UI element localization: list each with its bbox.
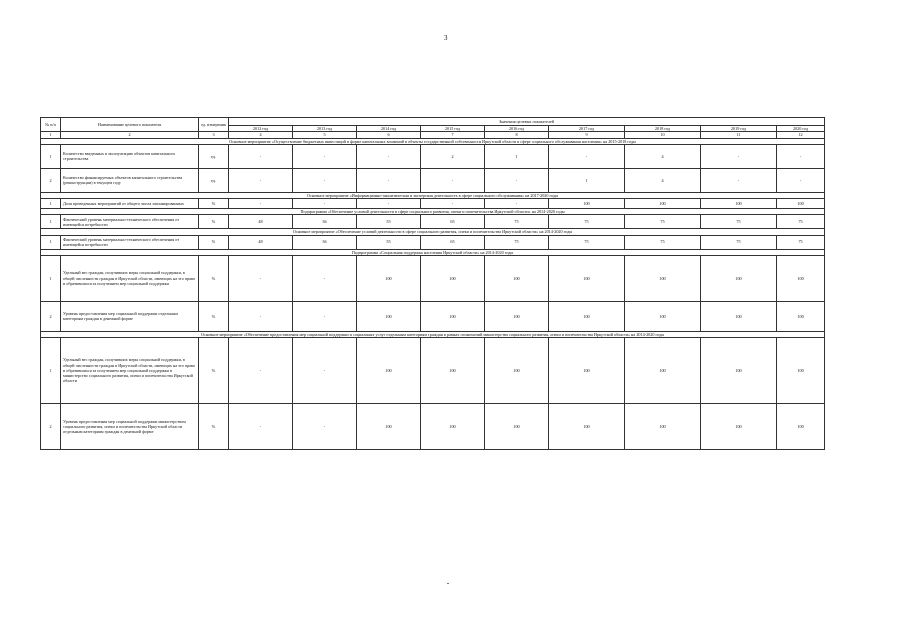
row-number: 1 — [41, 235, 61, 249]
value-cell: 48 — [229, 215, 293, 229]
table-row — [41, 301, 825, 331]
unit-cell: % — [199, 215, 229, 229]
indicator-name: Уровень предоставления мер социальной поддержки министерством социального развития, опеки и попечительства Иркутской области отдельным категориям граждан в денежной форме — [61, 404, 199, 450]
value-cell: - — [293, 404, 357, 450]
value-cell: 55 — [357, 215, 421, 229]
value-cell: 100 — [625, 338, 701, 404]
value-cell: 1 — [549, 168, 625, 192]
unit-cell: ед. — [199, 168, 229, 192]
row-number: 1 — [41, 199, 61, 209]
value-cell: - — [229, 199, 293, 209]
value-cell: 75 — [777, 215, 825, 229]
unit-cell: % — [199, 404, 229, 450]
value-cell: 100 — [421, 338, 485, 404]
row-number: 1 — [41, 144, 61, 168]
value-cell: - — [549, 144, 625, 168]
header-num: № п/п — [41, 118, 61, 132]
year-header: 2012 год — [229, 126, 293, 132]
value-cell: 100 — [625, 301, 701, 331]
value-cell: - — [293, 168, 357, 192]
value-cell: 100 — [777, 301, 825, 331]
value-cell: 100 — [701, 255, 777, 301]
value-cell: 100 — [485, 404, 549, 450]
row-number: 2 — [41, 301, 61, 331]
value-cell: 100 — [701, 404, 777, 450]
value-cell: 65 — [421, 215, 485, 229]
value-cell: - — [421, 199, 485, 209]
value-cell: - — [229, 338, 293, 404]
row-number: 1 — [41, 215, 61, 229]
indicator-name: Удельный вес граждан, получивших меры социальной поддержки, в общей численности граждан в Иркутской области, имеющих на это право и обратившихся за получением мер социальной поддержки в министерство социального развития, опеки и попечительства Иркутской области — [61, 338, 199, 404]
value-cell: 100 — [357, 255, 421, 301]
value-cell: - — [485, 199, 549, 209]
value-cell: - — [229, 168, 293, 192]
column-number: 3 — [199, 132, 229, 138]
section-title: Основное мероприятие «Осуществление бюджетных инвестиций в форме капитальных вложений в объекты государственной собственности Иркутской области в сфере социального обслуживания населения» на 2015-2018 годы — [41, 138, 825, 144]
value-cell: - — [229, 404, 293, 450]
value-cell: - — [421, 168, 485, 192]
value-cell: 100 — [421, 255, 485, 301]
value-cell: 100 — [777, 338, 825, 404]
value-cell: 4 — [625, 144, 701, 168]
section-title: Подпрограмма «Социальная поддержка населения Иркутской области» на 2014-2020 годы — [41, 249, 825, 255]
indicator-name: Доля проведенных мероприятий от общего числа запланированных — [61, 199, 199, 209]
table-row — [41, 235, 825, 249]
row-number: 2 — [41, 168, 61, 192]
header-unit: ед. измерения — [199, 118, 229, 132]
row-number: 1 — [41, 255, 61, 301]
indicator-name: Уровень предоставления мер социальной поддержки отдельным категориям граждан в денежной форме — [61, 301, 199, 331]
value-cell: - — [229, 255, 293, 301]
table-row — [41, 199, 825, 209]
indicator-name: Фактический уровень материально-технического обеспечения от имеющейся потребности — [61, 215, 199, 229]
table-row — [41, 404, 825, 450]
value-cell: 100 — [625, 199, 701, 209]
table-row — [41, 215, 825, 229]
column-number: 11 — [701, 132, 777, 138]
indicator-name: Фактический уровень материально-технического обеспечения от имеющейся потребности — [61, 235, 199, 249]
value-cell: 100 — [625, 404, 701, 450]
value-cell: 100 — [421, 404, 485, 450]
value-cell: - — [293, 255, 357, 301]
value-cell: 55 — [357, 235, 421, 249]
page-number: 3 — [444, 34, 448, 42]
section-title: Основное мероприятие «Обеспечение предоставления мер социальной поддержки и социальных услуг отдельным категориям граждан в рамках полномочий министерства социального развития, опеки и попечительства Иркутской области» на 2014-2020 годы — [41, 331, 825, 337]
section-title: Основное мероприятие «Обеспечение условий деятельности в сфере социального развития, опеки и попечительства Иркутской области» на 2014-2020 годы — [41, 229, 825, 235]
year-header: 2016 год — [485, 126, 549, 132]
value-cell: 100 — [549, 199, 625, 209]
value-cell: - — [293, 144, 357, 168]
page-mark — [447, 583, 449, 584]
target-indicators-table — [40, 117, 825, 450]
unit-cell: ед. — [199, 144, 229, 168]
value-cell: 100 — [549, 255, 625, 301]
value-cell: - — [357, 199, 421, 209]
unit-cell: % — [199, 255, 229, 301]
year-header: 2015 год — [421, 126, 485, 132]
value-cell: 48 — [229, 235, 293, 249]
value-cell: - — [777, 168, 825, 192]
value-cell: - — [293, 338, 357, 404]
value-cell: 100 — [701, 199, 777, 209]
value-cell: 100 — [701, 301, 777, 331]
value-cell: 75 — [485, 215, 549, 229]
indicator-name: Количество введенных в эксплуатацию объектов капитального строительства — [61, 144, 199, 168]
section-title: Основное мероприятие «Информационно-аналитическая и экспертная деятельность в сфере социального обслуживания» на 2017-2020 годы — [41, 192, 825, 198]
value-cell: 100 — [777, 404, 825, 450]
value-cell: - — [229, 144, 293, 168]
year-header: 2020 год — [777, 126, 825, 132]
year-header: 2019 год — [701, 126, 777, 132]
value-cell: 36 — [293, 235, 357, 249]
year-header: 2013 год — [293, 126, 357, 132]
column-number: 12 — [777, 132, 825, 138]
value-cell: 75 — [701, 215, 777, 229]
value-cell: - — [777, 144, 825, 168]
column-number: 4 — [229, 132, 293, 138]
value-cell: 100 — [485, 255, 549, 301]
value-cell: 75 — [777, 235, 825, 249]
value-cell: 65 — [421, 235, 485, 249]
value-cell: 100 — [485, 301, 549, 331]
value-cell: 75 — [625, 235, 701, 249]
value-cell: - — [229, 301, 293, 331]
value-cell: 100 — [357, 301, 421, 331]
year-header: 2018 год — [625, 126, 701, 132]
value-cell: - — [701, 168, 777, 192]
column-number: 10 — [625, 132, 701, 138]
column-number: 8 — [485, 132, 549, 138]
value-cell: 4 — [625, 168, 701, 192]
value-cell: 36 — [293, 215, 357, 229]
value-cell: - — [485, 168, 549, 192]
value-cell: - — [293, 199, 357, 209]
header-name: Наименование целевого показателя — [61, 118, 199, 132]
column-number: 2 — [61, 132, 199, 138]
column-number: 5 — [293, 132, 357, 138]
value-cell: - — [293, 301, 357, 331]
value-cell: 75 — [549, 235, 625, 249]
unit-cell: % — [199, 338, 229, 404]
value-cell: 100 — [357, 404, 421, 450]
row-number: 1 — [41, 338, 61, 404]
column-number: 7 — [421, 132, 485, 138]
value-cell: 100 — [625, 255, 701, 301]
unit-cell: % — [199, 301, 229, 331]
value-cell: 100 — [701, 338, 777, 404]
indicator-name: Количество финансируемых объектов капитального строительства (реконструкции) в текущем году — [61, 168, 199, 192]
header-group: Значения целевых показателей — [229, 118, 825, 126]
table-row — [41, 255, 825, 301]
value-cell: 75 — [625, 215, 701, 229]
value-cell: 1 — [485, 144, 549, 168]
value-cell: 75 — [701, 235, 777, 249]
table-row — [41, 338, 825, 404]
value-cell: - — [357, 168, 421, 192]
unit-cell: % — [199, 235, 229, 249]
table-row — [41, 168, 825, 192]
value-cell: 100 — [357, 338, 421, 404]
value-cell: 2 — [421, 144, 485, 168]
value-cell: - — [357, 144, 421, 168]
indicator-name: Удельный вес граждан, получивших меры социальной поддержки, в общей численности граждан в Иркутской области, имеющих на это право и обратившихся за получением мер социальной поддержки — [61, 255, 199, 301]
value-cell: 100 — [777, 199, 825, 209]
unit-cell: % — [199, 199, 229, 209]
value-cell: 100 — [777, 255, 825, 301]
year-header: 2017 год — [549, 126, 625, 132]
year-header: 2014 год — [357, 126, 421, 132]
table-row — [41, 144, 825, 168]
value-cell: - — [701, 144, 777, 168]
value-cell: 75 — [485, 235, 549, 249]
value-cell: 100 — [549, 338, 625, 404]
value-cell: 75 — [549, 215, 625, 229]
section-title: Подпрограмма «Обеспечение условий деятельности в сфере социального развития, опеки и попечительства Иркутской области» на 2014-2020 годы — [41, 209, 825, 215]
value-cell: 100 — [549, 404, 625, 450]
value-cell: 100 — [549, 301, 625, 331]
column-number: 6 — [357, 132, 421, 138]
value-cell: 100 — [421, 301, 485, 331]
value-cell: 100 — [485, 338, 549, 404]
column-number: 1 — [41, 132, 61, 138]
row-number: 2 — [41, 404, 61, 450]
column-number: 9 — [549, 132, 625, 138]
